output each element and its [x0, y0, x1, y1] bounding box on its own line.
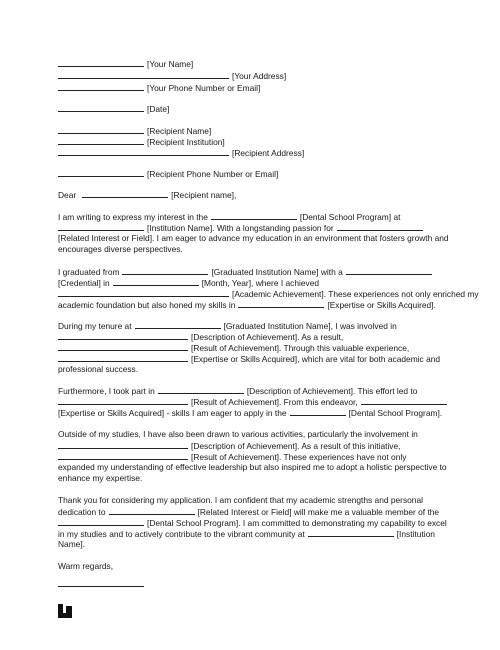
text: I am writing to express my interest in the [58, 212, 208, 222]
blank-line [58, 288, 229, 297]
blank-line [58, 222, 144, 231]
p1-line-2 [58, 222, 423, 233]
blank-line [58, 103, 144, 112]
p5-line-3 [58, 451, 406, 462]
brand-logo-icon [58, 604, 72, 618]
blank-line [58, 125, 144, 134]
blank-line [58, 70, 229, 79]
blank-line [346, 266, 432, 275]
signature-line [58, 578, 144, 589]
blank-line [290, 407, 346, 416]
text: [Related Interest or Field] will make me a valuable member of the [197, 507, 440, 517]
date-placeholder: [Date] [147, 104, 170, 114]
blank-line [58, 396, 188, 405]
blank-line [361, 396, 447, 405]
text: expanded my understanding of effective leadership but also inspired me to adopt a holistic perspective to [58, 462, 447, 472]
recipient-name-line [58, 125, 211, 136]
blank-line [58, 440, 188, 449]
text: During my tenure at [58, 321, 132, 331]
recipient-salutation-placeholder: [Recipient name], [171, 190, 237, 200]
text: Thank you for considering my application. I am confident that my academic strengths and personal [58, 495, 423, 505]
p3-line-1 [58, 320, 397, 331]
p3-line-5 [58, 364, 138, 374]
recipient-institution-placeholder: [Recipient Institution] [147, 137, 225, 147]
blank-line [58, 82, 144, 91]
your-phone-placeholder: [Your Phone Number or Email] [147, 83, 261, 93]
p6-line-4 [58, 528, 435, 539]
blank-line [113, 277, 199, 286]
text: academic foundation but also honed my skills in [58, 300, 236, 310]
blank-line [211, 211, 297, 220]
recipient-address-line [58, 147, 304, 158]
text: [Institution Name]. With a longstanding passion for [147, 223, 334, 233]
text: [Description of Achievement]. As a result of this initiative, [191, 441, 401, 451]
blank-line [58, 517, 144, 526]
recipient-phone-placeholder: [Recipient Phone Number or Email] [147, 169, 279, 179]
p1-line-3 [58, 233, 449, 243]
text: professional success. [58, 364, 139, 374]
text: I graduated from [58, 267, 120, 277]
text: Furthermore, I took part in [58, 386, 155, 396]
blank-line [238, 299, 324, 308]
salutation [58, 189, 236, 200]
text: [Graduated Institution Name] with a [211, 267, 343, 277]
text: [Result of Achievement]. These experiences have not only [191, 452, 407, 462]
blank-line [158, 385, 244, 394]
p6-line-2 [58, 506, 439, 517]
text: [Institution [396, 529, 435, 539]
blank-line [135, 320, 221, 329]
p3-line-2 [58, 331, 343, 342]
blank-line [58, 136, 144, 145]
closing-text: Warm regards, [58, 561, 114, 571]
text: [Dental School Program]. [348, 408, 443, 418]
text: [Related Interest or Field]. I am eager to advance my education in an environment that fosters growth and [58, 233, 449, 243]
text: [Expertise or Skills Acquired] - skills I am eager to apply in the [58, 408, 287, 418]
p6-line-5 [58, 539, 85, 549]
p5-line-1 [58, 429, 418, 439]
text: [Credential] in [58, 278, 110, 288]
text: [Expertise or Skills Acquired], which are vital for both academic and [191, 354, 441, 364]
p1-line-4 [58, 244, 183, 254]
your-name-placeholder: [Your Name] [147, 59, 194, 69]
blank-line [109, 506, 195, 515]
p3-line-4 [58, 353, 440, 364]
text: [Description of Achievement]. As a result, [191, 332, 344, 342]
recipient-institution-line [58, 136, 225, 147]
text: [Expertise or Skills Acquired]. [327, 300, 436, 310]
recipient-address-placeholder: [Recipient Address] [232, 148, 305, 158]
blank-line [58, 58, 144, 67]
p2-line-3 [58, 288, 479, 299]
text: Outside of my studies, I have also been drawn to various activities, particularly the involvement in [58, 429, 418, 439]
p6-line-1 [58, 495, 423, 505]
p2-line-4 [58, 299, 436, 310]
p2-line-2 [58, 277, 319, 288]
your-phone-line [58, 82, 260, 93]
date-line [58, 103, 169, 114]
p6-line-3 [58, 517, 447, 528]
text: [Graduated Institution Name], I was involved in [223, 321, 397, 331]
text: [Dental School Program]. I am committed to demonstrating my capability to excel [147, 518, 447, 528]
your-name-line [58, 58, 193, 69]
text: [Description of Achievement]. This effort led to [246, 386, 418, 396]
text: [Month, Year], where I achieved [201, 278, 320, 288]
text: encourages diverse perspectives. [58, 244, 183, 254]
text: dedication to [58, 507, 106, 517]
p4-line-3 [58, 407, 442, 418]
p5-line-4 [58, 462, 447, 472]
blank-line [337, 222, 423, 231]
text: [Result of Achievement]. From this endeavor, [191, 397, 358, 407]
dear-text: Dear [58, 190, 77, 200]
blank-line [58, 353, 188, 362]
blank-line [308, 528, 394, 537]
your-address-line [58, 70, 286, 81]
blank-line [58, 342, 188, 351]
text: enhance my expertise. [58, 473, 143, 483]
blank-line [58, 578, 144, 587]
text: Name]. [58, 539, 85, 549]
closing [58, 561, 113, 571]
p4-line-2 [58, 396, 447, 407]
p2-line-1 [58, 266, 432, 277]
p5-line-5 [58, 473, 142, 483]
p5-line-2 [58, 440, 400, 451]
p1-line-1 [58, 211, 400, 222]
text: [Dental School Program] at [299, 212, 401, 222]
blank-line [58, 147, 229, 156]
text: in my studies and to actively contribute to the vibrant community at [58, 529, 305, 539]
p3-line-3 [58, 342, 409, 353]
recipient-phone-line [58, 168, 278, 179]
your-address-placeholder: [Your Address] [232, 71, 287, 81]
blank-line [82, 189, 168, 198]
blank-line [58, 451, 188, 460]
blank-line [122, 266, 208, 275]
text: [Academic Achievement]. These experiences not only enriched my [232, 289, 479, 299]
blank-line [58, 331, 188, 340]
text: [Result of Achievement]. Through this valuable experience, [191, 343, 410, 353]
p4-line-1 [58, 385, 417, 396]
blank-line [58, 168, 144, 177]
recipient-name-placeholder: [Recipient Name] [147, 126, 212, 136]
